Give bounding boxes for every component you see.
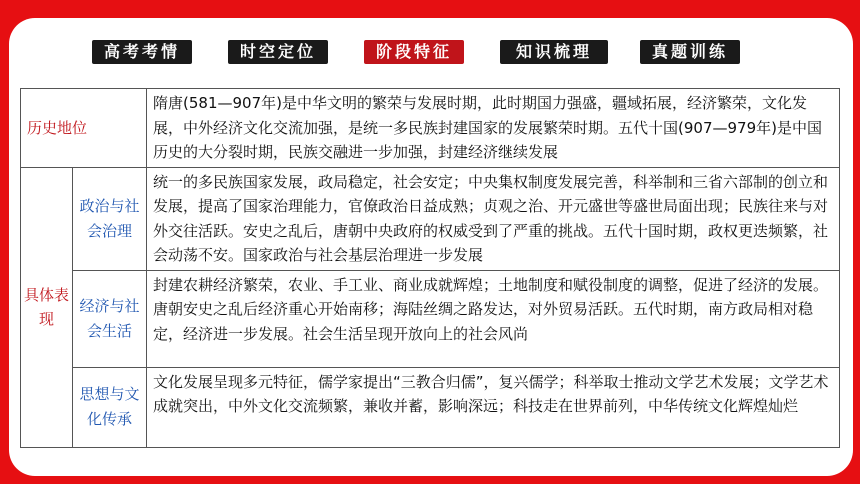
table-row [21,270,840,367]
table-row [21,89,840,168]
tab-bar [0,40,860,64]
sub-header-culture: 思想与文化传承 [73,367,147,447]
tab-exam-analysis[interactable]: 高考考情 [92,40,192,64]
row-header-specific-manifestations: 具体表现 [21,167,73,447]
sub-content-culture: 文化发展呈现多元特征，儒学家提出“三教合归儒”，复兴儒学；科举取士推动文学艺术发展；文学艺术成就突出，中外文化交流频繁，兼收并蓄，影响深远；科技走在世界前列，中华传统文化辉煌灿烂 [147,367,840,447]
tab-exam-practice[interactable]: 真题训练 [640,40,740,64]
tab-time-space[interactable]: 时空定位 [228,40,328,64]
tab-stage-features[interactable]: 阶段特征 [364,40,464,64]
sub-content-economy: 封建农耕经济繁荣，农业、手工业、商业成就辉煌；土地制度和赋役制度的调整，促进了经济的发展。唐朝安史之乱后经济重心开始南移；海陆丝绸之路发达，对外贸易活跃。五代时期，南方政局相对稳定，经济进一步发展。社会生活呈现开放向上的社会风尚 [147,270,840,367]
sub-header-economy: 经济与社会生活 [73,270,147,367]
features-table [20,88,840,448]
sub-content-politics: 统一的多民族国家发展，政局稳定，社会安定；中央集权制度发展完善，科举制和三省六部制的创立和发展，提高了国家治理能力，官僚政治日益成熟；贞观之治、开元盛世等盛世局面出现；民族往来与对外交往活跃。安史之乱后，唐朝中央政府的权威受到了严重的挑战。五代十国时期，政权更迭频繁，社会动荡不安。国家政治与社会基层治理进一步发展 [147,167,840,270]
table-row [21,167,840,270]
row-content-historical-status: 隋唐(581—907年)是中华文明的繁荣与发展时期，此时期国力强盛，疆域拓展，经济繁荣，文化发展，中外经济文化交流加强，是统一多民族封建国家的发展繁荣时期。五代十国(907—979年)是中国历史的大分裂时期，民族交融进一步加强，封建经济继续发展 [147,89,840,168]
tab-knowledge-review[interactable]: 知识梳理 [500,40,608,64]
sub-header-politics: 政治与社会治理 [73,167,147,270]
table-row [21,367,840,447]
row-header-historical-status: 历史地位 [21,89,147,168]
